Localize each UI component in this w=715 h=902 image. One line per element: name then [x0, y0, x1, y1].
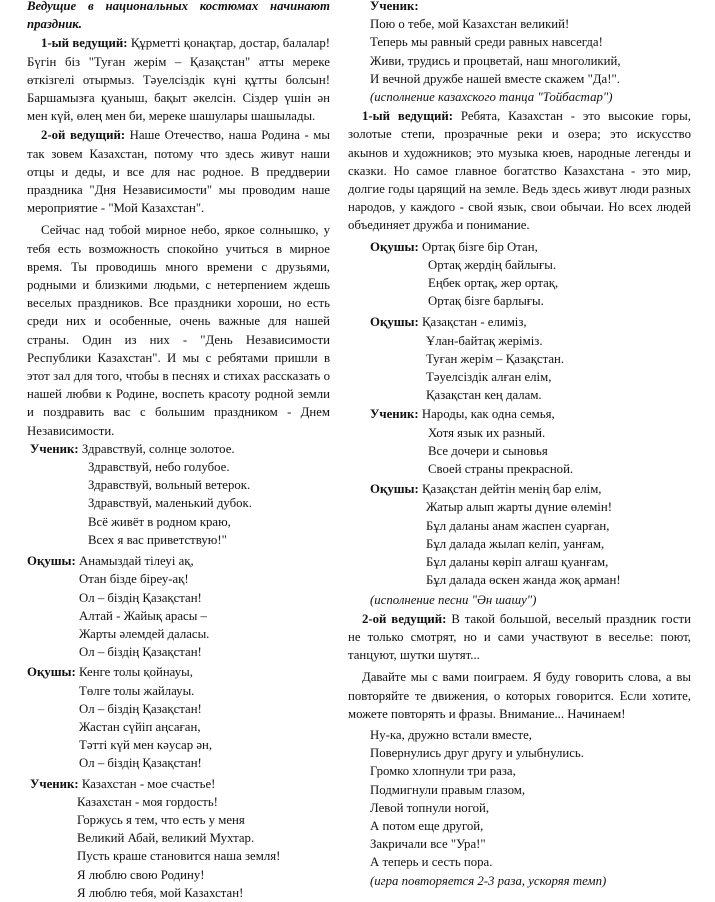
poem-line: Бұл далада өскен жанда жоқ арман!	[426, 573, 621, 588]
intro-stage-direction: Ведущие в национальных костюмах начинают праздник.	[27, 0, 330, 32]
poem-okushy-1	[27, 552, 330, 661]
poem-line: Всех я вас приветствую!"	[88, 532, 227, 547]
speaker-label: Оқушы:	[27, 665, 76, 680]
poem-line: Ол – біздің Қазақстан!	[79, 590, 202, 605]
host1-kazakh-text: Құрметті қонақтар, достар, балалар! Бүгін біз "Туған жерім – Қазақстан" атты мереке өткізгелі отырмыз. Тәуелсіздік күні құтты болсын! Баршамызға қуаныш, бақыт әкелсін. Сіздер үшін ән мен күй, өлең мен би, мереке шашулары шашылады.	[27, 36, 330, 124]
speaker-label: Ученик:	[370, 407, 419, 422]
poem-student-1	[27, 440, 330, 549]
game-poem	[348, 726, 691, 872]
poem-line: Все дочери и сыновья	[428, 443, 548, 458]
poem-line: Тәуелсіздік алған елім,	[426, 370, 552, 385]
poem-line: Бұл даланы анам жаспен суарған,	[426, 518, 610, 533]
poem-line: Ол – біздің Қазақстан!	[79, 701, 202, 716]
poem-line: Ну-ка, дружно встали вместе,	[370, 727, 532, 742]
poem-line: Ол – біздің Қазақстан!	[79, 645, 202, 660]
poem-line: Туған жерім – Қазақстан.	[426, 351, 565, 366]
poem-line: Ученик: Казахстан - мое счастье!	[30, 776, 216, 791]
game-intro-paragraph: Давайте мы с вами поиграем. Я буду говорить слова, а вы повторяйте те движения, о которых говорится. Если хотите, можете повторять и фразы. Внимание... Начинаем!	[348, 670, 691, 721]
poem-line: Ученик: Здравствуй, солнце золотое.	[30, 441, 235, 456]
poem-line: Подмигнули правым глазом,	[370, 782, 526, 797]
speaker-label: 2-ой ведущий:	[362, 611, 447, 626]
speaker-label: Оқушы:	[370, 239, 419, 254]
poem-line: Здравствуй, маленький дубок.	[88, 496, 252, 511]
poem-line: Отан бізде біреу-ақ!	[79, 572, 189, 587]
dance-stage-direction: (исполнение казахского танца "Тойбастар")	[370, 90, 613, 105]
poem-line: Ұлан-байтақ жеріміз.	[426, 333, 543, 348]
poem-line: Я люблю тебя, мой Казахстан!	[77, 885, 244, 900]
poem-line: Бұл даланы көріп алғаш қуанғам,	[426, 555, 609, 570]
speaker-label: Ученик:	[30, 776, 79, 791]
poem-line: Своей страны прекрасной.	[428, 462, 574, 477]
poem-line: Еңбек ортақ, жер ортақ,	[428, 276, 559, 291]
poem-okushy-5	[348, 480, 691, 589]
speaker-label: Оқушы:	[370, 482, 419, 497]
poem-line: А потом еще другой,	[370, 818, 484, 833]
poem-line: Великий Абай, великий Мухтар.	[77, 831, 255, 846]
left-column	[27, 0, 330, 902]
poem-line: Казахстан - моя гордость!	[77, 794, 218, 809]
poem-line: И вечной дружбе нашей вместе скажем "Да!".	[370, 71, 620, 86]
poem-okushy-2	[27, 663, 330, 772]
poem-line: Жатыр алып жарты дүние өлемін!	[426, 500, 612, 515]
speaker-label: Ученик:	[370, 0, 419, 13]
poem-line: Оқушы: Қазақстан дейтін менің бар елім,	[370, 482, 602, 497]
poem-line: Оқушы: Анамыздай тілеуі ақ,	[27, 554, 194, 569]
poem-line: Я люблю свою Родину!	[77, 867, 205, 882]
host2-paragraph	[348, 610, 691, 665]
host1-kazakh-paragraph	[27, 34, 330, 125]
song-stage-direction: (исполнение песни "Ән шашу")	[370, 592, 537, 607]
poem-okushy-4	[348, 313, 691, 404]
poem-line: Здравствуй, небо голубое.	[88, 460, 230, 475]
poem-line: Пою о тебе, мой Казахстан великий!	[370, 17, 570, 32]
poem-line: Ол – біздің Қазақстан!	[79, 756, 202, 771]
poem-student-3	[348, 0, 691, 88]
speaker-label: Оқушы:	[370, 315, 419, 330]
poem-line: Хотя язык их разный.	[428, 425, 546, 440]
poem-line: Ортақ жердің байлығы.	[428, 257, 557, 272]
poem-line: Оқушы: Ортақ бізге бір Отан,	[370, 239, 538, 254]
speaker-label: 2-ой ведущий:	[41, 128, 126, 143]
poem-line: Пусть краше становится наша земля!	[77, 849, 281, 864]
game-stage-direction: (игра повторяется 2-3 раза, ускоряя темп)	[370, 873, 607, 888]
poem-student-2	[27, 775, 330, 902]
speaker-label: Оқушы:	[27, 554, 76, 569]
intro-paragraph: Сейчас над тобой мирное небо, яркое солнышко, у тебя есть возможность спокойно учиться в мирное время. Ты проводишь много времени с друзьями, родными и близкими людьми, с нетерпением ждешь веселых праздников. Все праздники хороши, но есть среди них и особенные, очень важные для нашей страны. Один из них - "День Независимости Республики Казахстан". И мы с ребятами пришли в этот зал для того, чтобы в песнях и стихах рассказать о нашей любви к Родине, воспеть красоту родной земли и поздравить вас с большим праздником - Днем Независимости.	[27, 223, 330, 438]
poem-line: Громко хлопнули три раза,	[370, 764, 516, 779]
speaker-label: 1-ый ведущий:	[41, 36, 128, 51]
poem-okushy-3	[348, 238, 691, 311]
poem-line: Теперь мы равный среди равных навсегда!	[370, 35, 603, 50]
poem-line: Оқушы: Қазақстан - елиміз,	[370, 315, 527, 330]
poem-line: Оқушы: Кенге толы қойнауы,	[27, 665, 193, 680]
host1-russian-text: Ребята, Казахстан - это высокие горы, золотые степи, прозрачные реки и озера; это искусство акынов и художников; это музыка кюев, народные легенды и сказки. Но самое главное богатство Казахстана - это мир, долгие годы царящий на земле. Ведь здесь живут люди разных народов, у каждого - свой язык, свои обычаи. Но всех людей объединяет дружба и понимание.	[348, 109, 691, 233]
poem-line: Закричали все "Ура!"	[370, 837, 486, 852]
poem-line: Төлге толы жайлауы.	[79, 683, 195, 698]
poem-student-4	[348, 405, 691, 478]
poem-line: Здравствуй, вольный ветерок.	[88, 478, 251, 493]
host2-text: В такой большой, веселый праздник гости не только смотрят, но и сами участвуют в веселье: поют, танцуют, шутки шутят...	[348, 611, 691, 663]
host1-russian-paragraph	[348, 107, 691, 234]
poem-line: Всё живёт в родном краю,	[88, 514, 231, 529]
right-column	[348, 0, 691, 890]
poem-line: Ученик: Народы, как одна семья,	[370, 407, 555, 422]
poem-line: Алтай - Жайық арасы –	[79, 608, 207, 623]
poem-line: Ортақ бізге барлығы.	[428, 294, 544, 309]
poem-line: Жарты әлемдей даласы.	[79, 626, 210, 641]
poem-line: Бұл далада жылап келіп, уанғам,	[426, 536, 605, 551]
host2-text: Наше Отечество, наша Родина - мы так зовем Казахстан, потому что здесь живут наши отцы и деды, и все для нас родное. В преддверии праздника "Дня Независимости" мы проводим наше мероприятие - "Мой Казахстан".	[27, 128, 330, 216]
poem-line: Горжусь я тем, что есть у меня	[77, 812, 245, 827]
poem-line: Жастан сүйіп аңсаған,	[79, 719, 201, 734]
poem-line: Қазақстан кең далам.	[426, 388, 542, 403]
poem-line: Живи, трудись и процветай, наш многоликий,	[370, 53, 621, 68]
poem-line: Повернулись друг другу и улыбнулись.	[370, 746, 584, 761]
host2-paragraph	[27, 126, 330, 217]
speaker-label: Ученик:	[30, 441, 79, 456]
poem-line: Тәтті күй мен кәусар ән,	[79, 738, 213, 753]
poem-line: А теперь и сесть пора.	[370, 855, 493, 870]
poem-line: Левой топнули ногой,	[370, 800, 490, 815]
speaker-label: 1-ый ведущий:	[362, 109, 454, 124]
